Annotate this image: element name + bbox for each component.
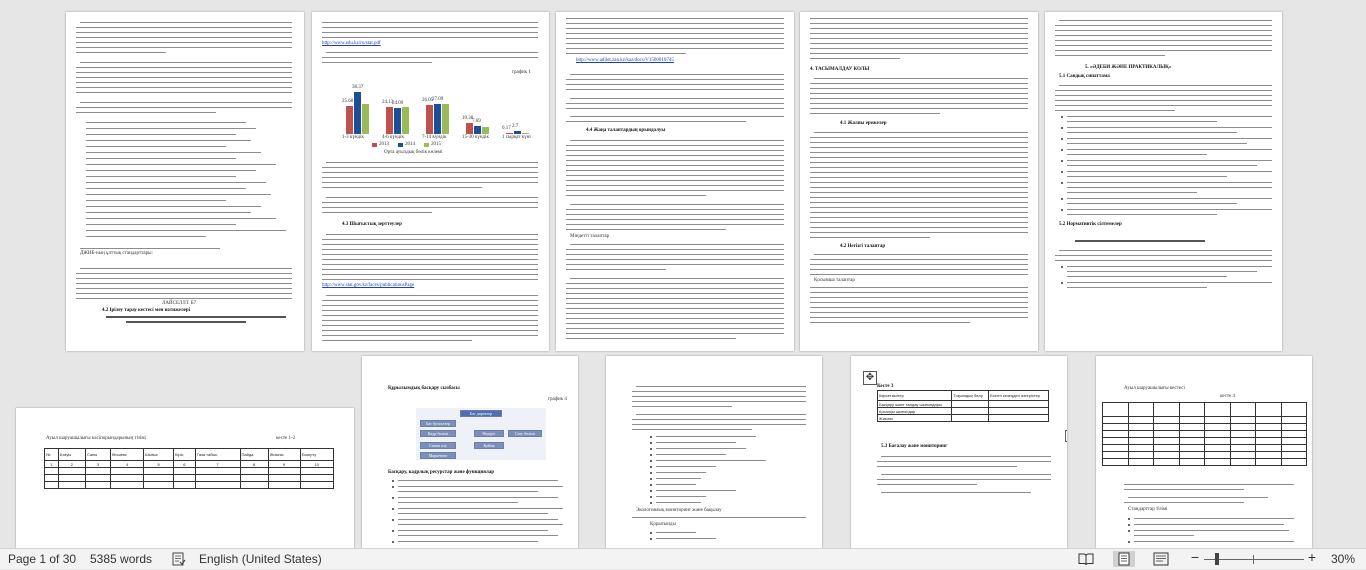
page-4-section-heading: 4.1 Жалпы ережелер [840,121,887,126]
table-header-cell: Ескерту [300,449,333,461]
diagram-box: Бас бухгалтер [420,420,456,427]
table-header-cell: Шығыс [144,449,174,461]
chart-legend [372,142,512,148]
chart-bar [386,107,393,134]
word-count[interactable]: 5385 words [90,552,153,566]
chart-bar [394,108,401,134]
legend-swatch [398,143,403,147]
chart-data-label: 27.09 [432,97,444,103]
print-layout-icon[interactable] [1113,551,1135,567]
chart-bar [482,127,489,134]
chart-bar [426,105,433,134]
zoom-slider-thumb[interactable] [1215,553,1219,565]
page-6-table-ref: кесте 1-2 [276,436,296,441]
table-number-cell: 3 [86,461,111,468]
table-header-cell: Таза табыс [195,449,240,461]
page-8-list-heading: Қорытынды [650,522,676,527]
page-2-link-2[interactable]: http://www.stat.gov.kz/faces/publicationsPage [322,283,415,288]
web-layout-icon[interactable] [1150,551,1172,567]
page-1-list-heading: ДЖИБ-ның ұлттық стандарттары: [80,251,153,256]
table-number-cell: 1 [45,461,59,468]
page-2-link[interactable]: http://www.edu.kz/ru/stat.pdf [322,41,381,46]
page-7-subtitle: Басқару, кадрлық ресурстар және функциялар [388,470,495,475]
chart-data-label: 24.13 [382,100,394,106]
chart-bar [506,133,513,134]
page-9-section-heading: 5.3 Бағалау және мониторинг [881,444,948,449]
chart-category-label: 4-6 күндік [382,135,404,140]
table-header-cell: Атауы [58,449,85,461]
chart-label: график 1 [512,70,531,75]
chart-data-label: 38.37 [352,84,364,90]
table-number-cell: 10 [300,461,333,468]
table-header-cell: Пайда [240,449,268,461]
page-5-section-heading: 5.1 Сандық сипаттама [1059,74,1110,79]
page-10[interactable] [1096,356,1312,548]
diagram-box: Маркетинг [420,452,456,459]
diagram-label: график 4 [548,397,567,402]
proofing-icon[interactable] [172,552,188,567]
page-5[interactable] [1045,12,1282,351]
page-4-list-heading: Қосымша талаптар [814,278,855,283]
chart-data-label: 24.09 [392,100,404,106]
page-9-col1: Көрсеткіштер [878,391,952,401]
page-1[interactable] [66,12,304,351]
chart-category-label: 1 сырқат күні [502,135,531,140]
diagram-box: Сатып алу [420,442,456,449]
page-5-heading: 5. «ӘДЕБИ ЖӘНЕ ПРАКТИКАЛЫҚ» [1085,65,1172,70]
language[interactable]: English (United States) [199,552,322,566]
table-resize-handle[interactable] [1065,430,1067,442]
page-4[interactable] [800,12,1038,351]
chart-data-label: 2.7 [512,124,519,130]
chart-bar [402,107,409,134]
table-number-cell: 2 [58,461,85,468]
page-1-section-heading: 4.2 Ірілеу тарау кестесі мен нәтижелері [102,308,191,313]
chart-bar [354,92,361,134]
table-header-cell: Саны [86,449,111,461]
diagram-box: Қойма [474,442,504,449]
page-10-table-ref: кесте 4 [1220,394,1236,399]
page-8-intro: Экологиялық мониторинг және бақылау [636,508,722,513]
diagram-box: Бас директор [460,410,502,417]
move-table-icon[interactable]: ✥ [863,371,877,385]
page-counter[interactable]: Page 1 of 30 [8,552,77,566]
page-7-title: Құрылымдық басқару сызбасы [388,386,460,391]
table-number-cell: 5 [144,461,174,468]
read-mode-icon[interactable] [1075,551,1097,567]
page-7[interactable] [362,356,578,548]
table-number-cell: 7 [195,461,240,468]
org-diagram [416,408,546,460]
table-header-cell: Жиыны [268,449,300,461]
chart-data-label: 26.05 [422,98,434,104]
chart-bar [474,126,481,134]
legend-swatch [372,143,377,147]
page-6[interactable] [16,408,354,548]
chart-bar [514,131,521,134]
page-8[interactable] [606,356,822,548]
page-9[interactable] [851,356,1067,548]
zoom-level[interactable]: 30% [1331,552,1356,566]
page-9-table-title: Кесте 3 [877,384,894,389]
chart-category-label: 15-30 күндік [462,135,489,140]
chart-caption: Орта ауылдық бөлік көлемі [384,150,443,155]
table-header-cell: Өлшемі [111,449,144,461]
page-9-row3: Жиыны [878,415,952,422]
page-6-table [44,448,334,489]
legend-label: 2013 [379,142,389,147]
chart-bar [434,104,441,134]
page-9-row2: Қосалқы шығындар [878,408,952,415]
bar-chart [338,82,538,134]
page-9-col3: Есепті кезеңдегі өзгерістер [989,391,1049,401]
page-9-col2: Тоқсандық бөлу [952,391,989,401]
zoom-in-button[interactable]: + [1307,549,1317,565]
chart-category-label: 7-14 күндік [422,135,447,140]
table-header-cell: Кіріс [174,449,195,461]
legend-label: 2015 [431,142,441,147]
page-5-section-heading-2: 5.2 Нормативтік сілтемелер [1059,222,1122,227]
page-4-section-heading-2: 4.2 Негізгі талаптар [840,244,886,249]
chart-data-label: 10.38 [462,115,474,121]
chart-bar [442,104,449,134]
chart-bar [362,104,369,134]
page-3[interactable] [556,12,794,351]
table-number-cell: 4 [111,461,144,468]
page-10-table-title: Ауыл шаруашылығы кестесі [1124,386,1185,391]
zoom-slider-track[interactable] [1204,559,1304,560]
page-9-table [877,390,1049,422]
page-10-list-heading: Стандарттар тізімі [1128,507,1168,512]
chart-data-label: 0.17 [502,126,511,131]
chart-data-label: 25.68 [342,98,354,104]
page-3-list-heading: Міндетті талаптар [570,234,610,239]
page-10-table [1102,402,1307,466]
legend-label: 2014 [405,142,415,147]
page-9-row1: Басқару және талдау шығындары [878,401,952,408]
table-number-cell: 8 [240,461,268,468]
page-3-section-heading: 4.4 Жаңа талаптардың орындалуы [586,128,666,133]
diagram-box: Сату бөлімі [508,430,542,437]
chart-bar [522,133,529,134]
table-number-cell: 6 [174,461,195,468]
chart-data-label: 7.69 [472,118,481,124]
diagram-box: Кадр бөлімі [420,430,456,437]
table-header-cell: № [45,449,59,461]
zoom-out-button[interactable]: − [1190,549,1200,565]
table-number-cell: 9 [268,461,300,468]
page-1-ref-line: ЛАЙСЕЛЛТ. Б7 [162,301,197,306]
page-3-link[interactable]: http://www.adilet.zan.kz/kaz/docs/V1500010745 [576,58,674,63]
diagram-box: Өндіріс [474,430,504,437]
chart-category-label: 1-3 күндік [342,135,364,140]
status-bar [0,548,1366,569]
page-2-section-heading: 4.3 Шығыстық зерттеулер [342,222,402,227]
chart-bar [346,106,353,134]
legend-swatch [424,143,429,147]
page-6-table-title: Ауыл шаруашылығы кәсіпорындарының тізімі [46,436,146,441]
page-4-heading: 4. ТАСЫМАЛДАУ КОЛЫ [810,67,870,72]
zoom-slider-center-mark [1253,555,1254,564]
page-2[interactable] [312,12,549,351]
